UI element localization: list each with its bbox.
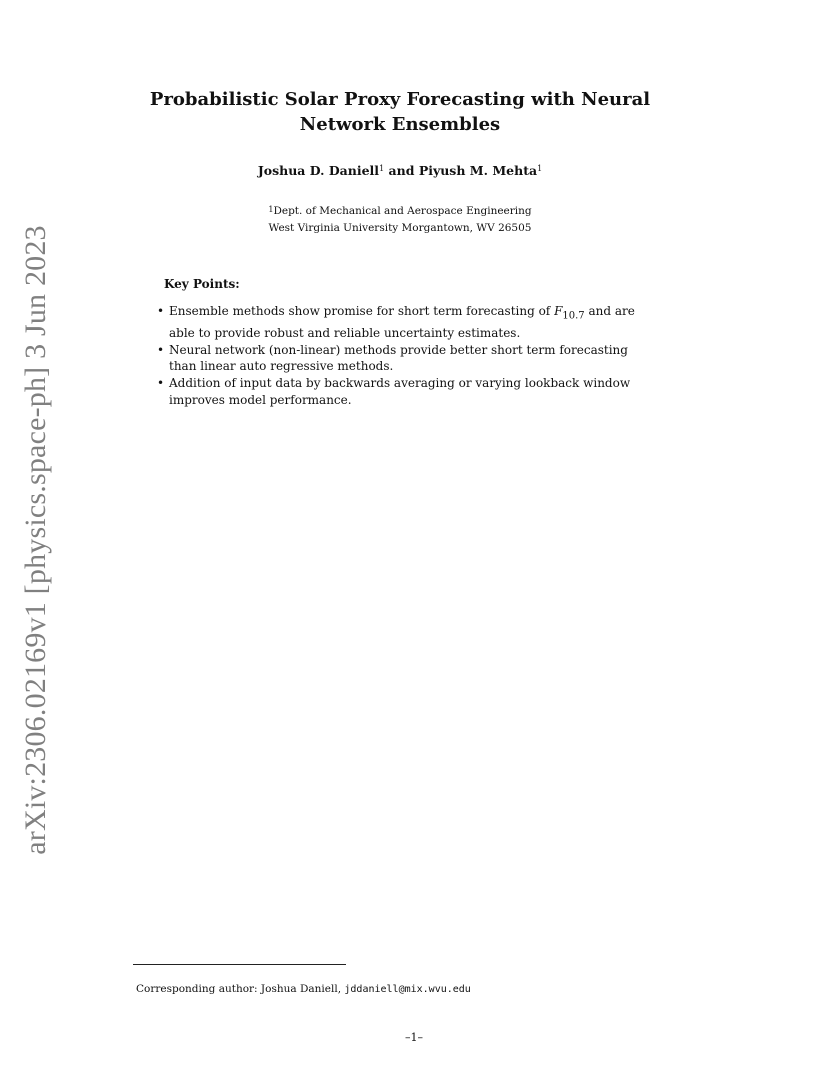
math-subscript: 10.7 xyxy=(562,310,585,322)
affiliation-line-2: West Virginia University Morgantown, WV 26505 xyxy=(268,222,532,234)
key-point-item xyxy=(150,303,650,341)
affiliation-block xyxy=(130,203,670,237)
affiliation-line-1 xyxy=(130,203,670,220)
corresponding-author-footnote xyxy=(136,982,471,997)
title-line-2: Network Ensembles xyxy=(299,114,501,135)
footnote-divider xyxy=(133,964,346,965)
key-point-item xyxy=(150,342,650,375)
bullet-icon: • xyxy=(157,376,165,391)
footnote-label: Corresponding author: Joshua Daniell, xyxy=(136,983,342,995)
affiliation-mark: 1 xyxy=(268,205,274,214)
math-symbol: F xyxy=(554,304,563,318)
affiliation-mark: 1 xyxy=(379,164,385,173)
affiliation-mark: 1 xyxy=(537,164,543,173)
author-email-link[interactable]: jddaniell@mix.wvu.edu xyxy=(344,984,471,995)
key-point-text: Addition of input data by backwards averaging or varying lookback window improves model performance. xyxy=(169,376,631,407)
arxiv-side-stamp: arXiv:2306.02169v1 [physics.space-ph] 3 Jun 2023 xyxy=(19,225,52,855)
author-name: Piyush M. Mehta xyxy=(418,163,538,178)
page-number: –1– xyxy=(405,1031,423,1044)
key-points-list xyxy=(150,303,650,409)
author-joiner: and xyxy=(388,163,415,178)
author-name: Joshua D. Daniell xyxy=(257,163,380,178)
key-points-heading: Key Points: xyxy=(164,277,240,291)
key-point-text-cont: and are able to provide robust and reliable uncertainty estimates. xyxy=(169,304,635,340)
title-line-1: Probabilistic Solar Proxy Forecasting with Neural xyxy=(149,89,651,110)
key-point-text: Ensemble methods show promise for short term forecasting of xyxy=(169,304,555,318)
paper-title xyxy=(130,87,670,137)
author-list xyxy=(130,163,670,179)
key-point-item xyxy=(150,375,650,408)
bullet-icon: • xyxy=(157,304,165,318)
affiliation-department: Dept. of Mechanical and Aerospace Engineering xyxy=(273,205,532,217)
bullet-icon: • xyxy=(157,342,165,357)
key-point-text: Neural network (non-linear) methods provide better short term forecasting than linear auto regressive methods. xyxy=(169,342,628,374)
